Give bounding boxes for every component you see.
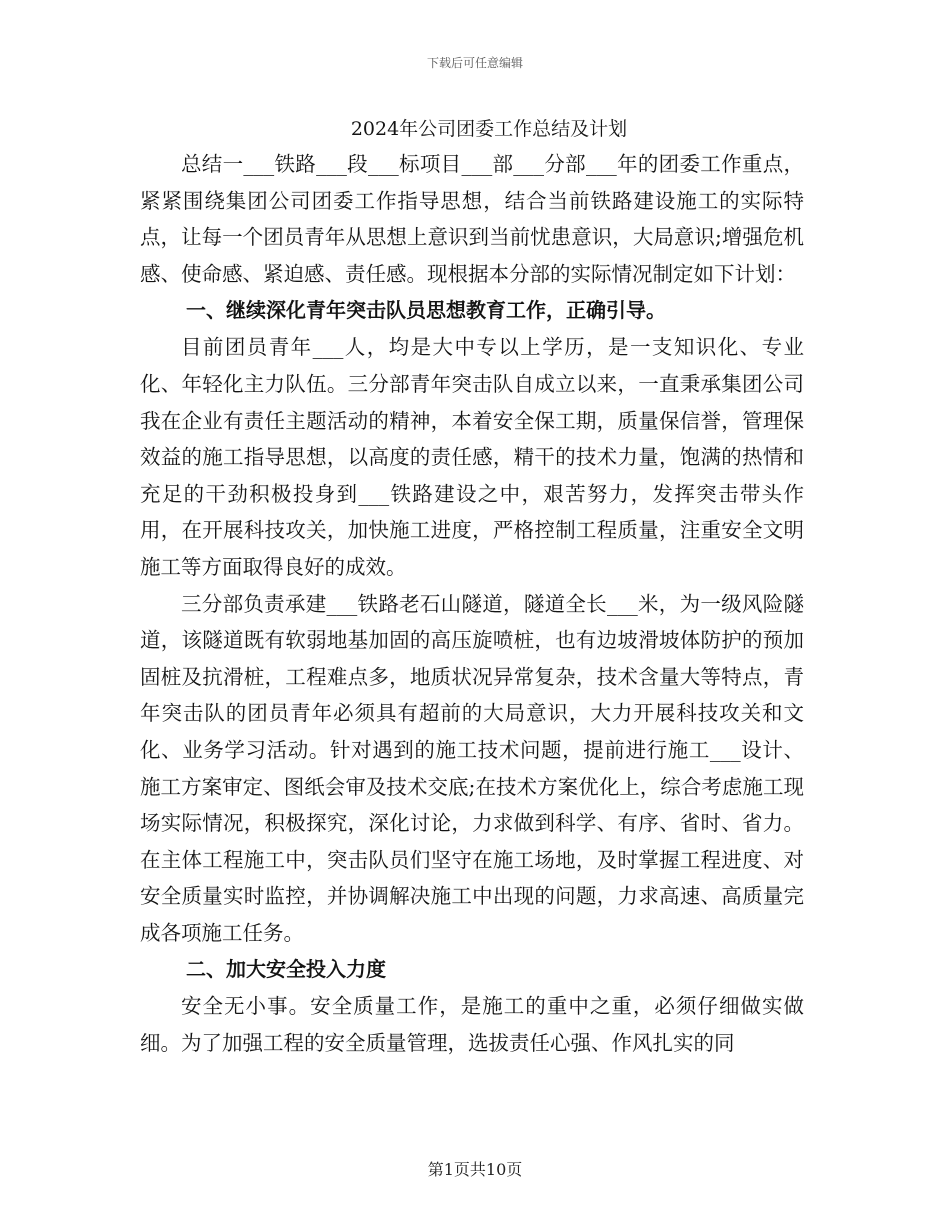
section-2-paragraph-1: 安全无小事。安全质量工作，是施工的重中之重，必须仔细做实做细。为了加强工程的安全质量管理，选拔责任心强、作风扎实的同: [140, 994, 804, 1056]
document-title: 2024年公司团委工作总结及计划: [350, 118, 628, 140]
intro-paragraph: 总结一___铁路___段___标项目___部___分部___年的团委工作重点，紧紧围绕集团公司团委工作指导思想，结合当前铁路建设施工的实际特点，让每一个团员青年从思想上意识到当前忧患意识，大局意识;增强危机感、使命感、紧迫感、责任感。现根据本分部的实际情况制定如下计划：: [140, 152, 804, 286]
header-note: 下载后可任意编辑: [426, 56, 523, 70]
section-1-paragraph-1: 目前团员青年___人，均是大中专以上学历，是一支知识化、专业化、年轻化主力队伍。三分部青年突击队自成立以来，一直秉承集团公司我在企业有责任主题活动的精神，本着安全保工期，质量保信誉，管理保效益的施工指导思想，以高度的责任感，精干的技术力量，饱满的热情和充足的干劲积极投身到___铁路建设之中，艰苦努力，发挥突击带头作用，在开展科技攻关，加快施工进度，严格控制工程质量，注重安全文明施工等方面取得良好的成效。: [140, 335, 804, 579]
section-2-heading: 二、加大安全投入力度: [186, 957, 386, 982]
section-1-heading: 一、继续深化青年突击队员思想教育工作，正确引导。: [186, 298, 666, 323]
page-footer: 第1页共10页: [427, 1160, 523, 1179]
document-body: [140, 112, 804, 1062]
section-1-paragraph-2: 三分部负责承建___铁路老石山隧道，隧道全长___米，为一级风险隧道，该隧道既有软弱地基加固的高压旋喷桩，也有边坡滑坡体防护的预加固桩及抗滑桩，工程难点多，地质状况异常复杂，技术含量大等特点，青年突击队的团员青年必须具有超前的大局意识，大力开展科技攻关和文化、业务学习活动。针对遇到的施工技术问题，提前进行施工___设计、施工方案审定、图纸会审及技术交底;在技术方案优化上，综合考虑施工现场实际情况，积极探究，深化讨论，力求做到科学、有序、省时、省力。在主体工程施工中，突击队员们坚守在施工场地，及时掌握工程进度、对安全质量实时监控，并协调解决施工中出现的问题，力求高速、高质量完成各项施工任务。: [140, 591, 804, 945]
